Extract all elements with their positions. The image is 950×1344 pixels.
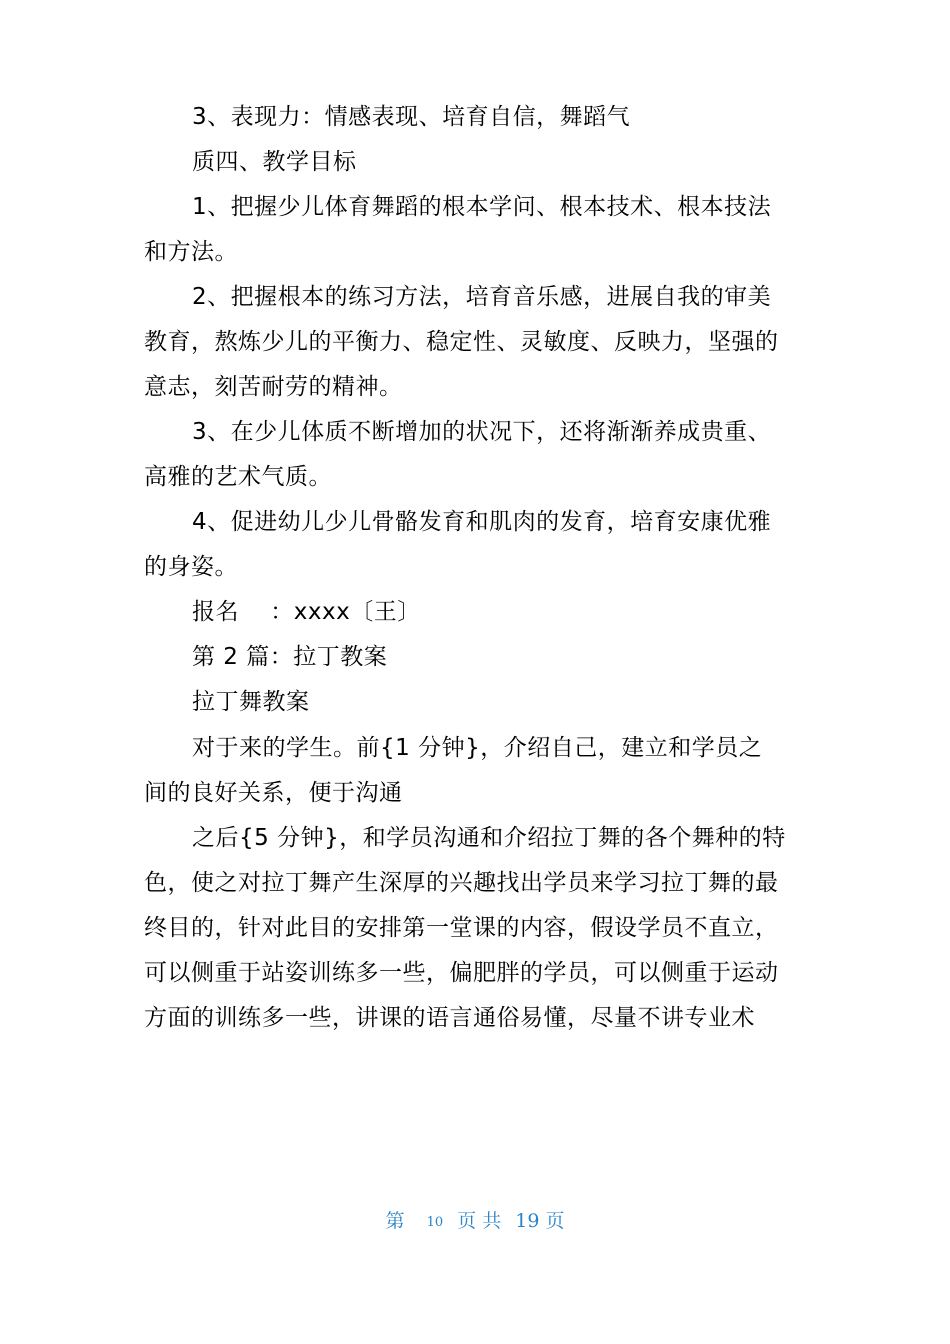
text-line: 2、把握根本的练习方法，培育音乐感，进展自我的审美 bbox=[192, 284, 772, 310]
text-line: 意志，刻苦耐劳的精神。 bbox=[144, 374, 403, 400]
text-line: 方面的训练多一些，讲课的语言通俗易懂，尽量不讲专业术 bbox=[144, 1005, 755, 1031]
text-line: 3、表现力：情感表现、培育自信，舞蹈气 bbox=[192, 104, 631, 130]
footer-prefix: 第 bbox=[385, 1210, 405, 1232]
text-line: 4、促进幼儿少儿骨骼发育和肌肉的发育，培育安康优雅 bbox=[192, 509, 772, 535]
text-line: 质四、教学目标 bbox=[192, 149, 357, 175]
text-line: 和方法。 bbox=[144, 239, 238, 265]
text-line: 之后{5 分钟}，和学员沟通和介绍拉丁舞的各个舞种的特 bbox=[192, 825, 786, 851]
text-line: 色，使之对拉丁舞产生深厚的兴趣找出学员来学习拉丁舞的最 bbox=[144, 870, 779, 896]
text-line: 间的良好关系，便于沟通 bbox=[144, 780, 403, 806]
page-total: 19 bbox=[515, 1210, 540, 1232]
contact-line: 报名 ：xxxx〔王〕 bbox=[192, 599, 421, 625]
text-line: 可以侧重于站姿训练多一些，偏肥胖的学员，可以侧重于运动 bbox=[144, 960, 779, 986]
footer-middle: 页 共 bbox=[457, 1210, 502, 1232]
section-heading: 第 2 篇：拉丁教案 bbox=[192, 644, 388, 670]
text-line: 3、在少儿体质不断增加的状况下，还将渐渐养成贵重、 bbox=[192, 419, 772, 445]
footer-suffix: 页 bbox=[545, 1210, 565, 1232]
text-line: 对于来的学生。前{1 分钟}，介绍自己，建立和学员之 bbox=[192, 735, 763, 761]
page-number: 10 bbox=[426, 1215, 444, 1230]
section-title: 拉丁舞教案 bbox=[192, 689, 310, 715]
text-line: 教育，熬炼少儿的平衡力、稳定性、灵敏度、反映力，坚强的 bbox=[144, 329, 779, 355]
text-line: 高雅的艺术气质。 bbox=[144, 464, 332, 490]
text-line: 1、把握少儿体育舞蹈的根本学问、根本技术、根本技法 bbox=[192, 194, 772, 220]
text-line: 终目的，针对此目的安排第一堂课的内容，假设学员不直立， bbox=[144, 915, 779, 941]
page-footer bbox=[0, 1206, 950, 1233]
text-line: 的身姿。 bbox=[144, 554, 238, 580]
